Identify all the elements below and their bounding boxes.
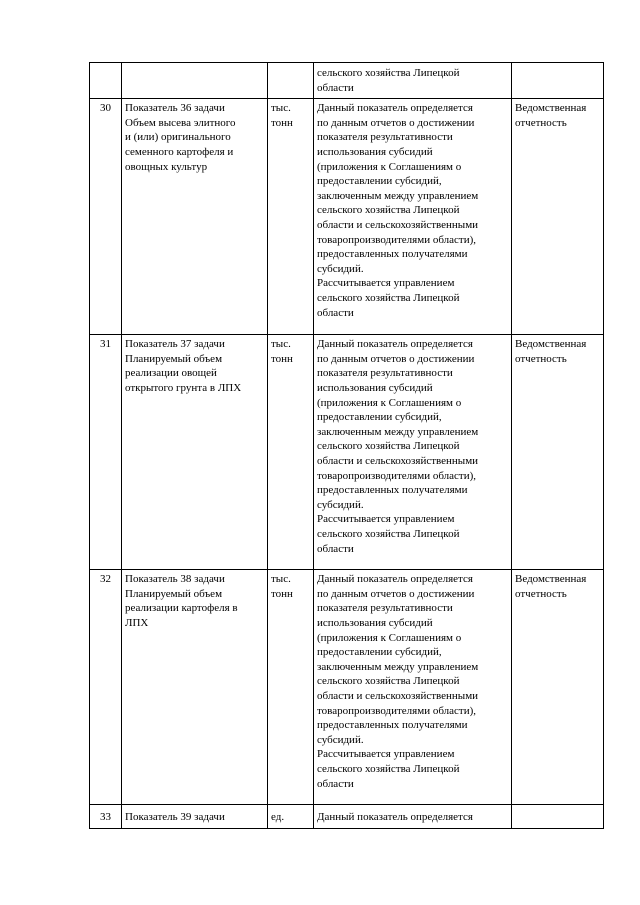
calculation-method-cell bbox=[314, 570, 512, 805]
text-line: Ведомственная bbox=[515, 573, 587, 586]
text-line: субсидий. bbox=[317, 262, 364, 275]
text-line: субсидий. bbox=[317, 498, 364, 511]
text-line: области и сельскохозяйственными bbox=[317, 218, 479, 231]
calculation-method-cell bbox=[314, 805, 512, 829]
text-line: ед. bbox=[271, 811, 285, 824]
text-line: Данный показатель определяется bbox=[317, 338, 473, 351]
text-line: показателя результативности bbox=[317, 131, 453, 144]
text-line: тонн bbox=[271, 587, 293, 600]
text-line: (приложения к Соглашениям о bbox=[317, 631, 462, 644]
text-line: тыс. bbox=[271, 338, 291, 351]
text-line: (приложения к Соглашениям о bbox=[317, 396, 462, 409]
text-line: заключенным между управлением bbox=[317, 660, 479, 673]
text-line: сельского хозяйства Липецкой bbox=[317, 675, 460, 688]
text-line: овощных культур bbox=[125, 160, 208, 173]
text-line: и (или) оригинального bbox=[125, 131, 231, 144]
text-line: Показатель 38 задачи bbox=[125, 573, 225, 586]
text-line: Планируемый объем bbox=[125, 587, 223, 600]
calculation-method-cell bbox=[314, 335, 512, 570]
text-line: показателя результативности bbox=[317, 602, 453, 615]
text-line: Показатель 39 задачи bbox=[125, 811, 225, 824]
text-line: Объем высева элитного bbox=[125, 116, 236, 129]
text-line: реализации картофеля в bbox=[125, 602, 238, 615]
table-row bbox=[90, 335, 604, 570]
row-number-cell: 33 bbox=[90, 805, 122, 829]
unit-cell bbox=[268, 99, 314, 335]
text-line: предоставленных получателями bbox=[317, 248, 468, 261]
indicator-name-cell bbox=[122, 63, 268, 99]
text-line: предоставленных получателями bbox=[317, 484, 468, 497]
text-line: тыс. bbox=[271, 102, 291, 115]
text-line: предоставленных получателями bbox=[317, 719, 468, 732]
text-line: тонн bbox=[271, 116, 293, 129]
text-line: Ведомственная bbox=[515, 338, 587, 351]
text-line: по данным отчетов о достижении bbox=[317, 587, 475, 600]
text-line: Рассчитывается управлением bbox=[317, 277, 455, 290]
text-line: использования субсидий bbox=[317, 616, 433, 629]
text-line: сельского хозяйства Липецкой bbox=[317, 527, 460, 540]
text-line: Данный показатель определяется bbox=[317, 102, 473, 115]
data-source-cell bbox=[512, 570, 604, 805]
text-line: субсидий. bbox=[317, 733, 364, 746]
text-line: отчетность bbox=[515, 587, 567, 600]
text-line: Рассчитывается управлением bbox=[317, 513, 455, 526]
calculation-method-cell bbox=[314, 63, 512, 99]
text-line: Планируемый объем bbox=[125, 352, 223, 365]
text-line: тыс. bbox=[271, 573, 291, 586]
text-line: предоставлении субсидий, bbox=[317, 411, 442, 424]
unit-cell bbox=[268, 570, 314, 805]
indicator-name-cell bbox=[122, 99, 268, 335]
text-line: заключенным между управлением bbox=[317, 425, 479, 438]
table-row bbox=[90, 570, 604, 805]
text-line: товаропроизводителями области), bbox=[317, 704, 477, 717]
indicators-table bbox=[89, 62, 604, 829]
text-line: предоставлении субсидий, bbox=[317, 175, 442, 188]
row-number-cell bbox=[90, 63, 122, 99]
text-line: тонн bbox=[271, 352, 293, 365]
text-line: Показатель 37 задачи bbox=[125, 338, 225, 351]
text-line: по данным отчетов о достижении bbox=[317, 352, 475, 365]
text-line: области bbox=[317, 81, 354, 94]
text-line: товаропроизводителями области), bbox=[317, 233, 477, 246]
text-line: Рассчитывается управлением bbox=[317, 748, 455, 761]
row-number-cell: 32 bbox=[90, 570, 122, 805]
data-source-cell bbox=[512, 63, 604, 99]
text-line: (приложения к Соглашениям о bbox=[317, 160, 462, 173]
indicator-name-cell bbox=[122, 805, 268, 829]
text-line: области и сельскохозяйственными bbox=[317, 454, 479, 467]
data-source-cell bbox=[512, 805, 604, 829]
text-line: Данный показатель определяется bbox=[317, 811, 473, 824]
text-line: сельского хозяйства Липецкой bbox=[317, 762, 460, 775]
text-line: показателя результативности bbox=[317, 367, 453, 380]
text-line: Ведомственная bbox=[515, 102, 587, 115]
text-line: предоставлении субсидий, bbox=[317, 646, 442, 659]
data-source-cell bbox=[512, 335, 604, 570]
text-line: области bbox=[317, 777, 354, 790]
text-line: области и сельскохозяйственными bbox=[317, 689, 479, 702]
text-line: Данный показатель определяется bbox=[317, 573, 473, 586]
text-line: использования субсидий bbox=[317, 381, 433, 394]
text-line: области bbox=[317, 542, 354, 555]
text-line: Показатель 36 задачи bbox=[125, 102, 225, 115]
row-number-cell: 30 bbox=[90, 99, 122, 335]
table-row bbox=[90, 63, 604, 99]
text-line: отчетность bbox=[515, 116, 567, 129]
text-line: сельского хозяйства Липецкой bbox=[317, 67, 460, 79]
row-number-cell: 31 bbox=[90, 335, 122, 570]
table-row bbox=[90, 99, 604, 335]
text-line: по данным отчетов о достижении bbox=[317, 116, 475, 129]
text-line: отчетность bbox=[515, 352, 567, 365]
text-line: ЛПХ bbox=[125, 616, 149, 629]
indicator-name-cell bbox=[122, 335, 268, 570]
calculation-method-cell bbox=[314, 99, 512, 335]
text-line: товаропроизводителями области), bbox=[317, 469, 477, 482]
unit-cell bbox=[268, 63, 314, 99]
text-line: сельского хозяйства Липецкой bbox=[317, 291, 460, 304]
data-source-cell bbox=[512, 99, 604, 335]
indicator-name-cell bbox=[122, 570, 268, 805]
text-line: семенного картофеля и bbox=[125, 145, 234, 158]
indicators-table-body bbox=[90, 63, 604, 829]
text-line: области bbox=[317, 306, 354, 319]
unit-cell bbox=[268, 335, 314, 570]
text-line: использования субсидий bbox=[317, 145, 433, 158]
text-line: открытого грунта в ЛПХ bbox=[125, 381, 242, 394]
text-line: реализации овощей bbox=[125, 367, 217, 380]
text-line: сельского хозяйства Липецкой bbox=[317, 440, 460, 453]
table-row bbox=[90, 805, 604, 829]
text-line: заключенным между управлением bbox=[317, 189, 479, 202]
text-line: сельского хозяйства Липецкой bbox=[317, 204, 460, 217]
unit-cell bbox=[268, 805, 314, 829]
